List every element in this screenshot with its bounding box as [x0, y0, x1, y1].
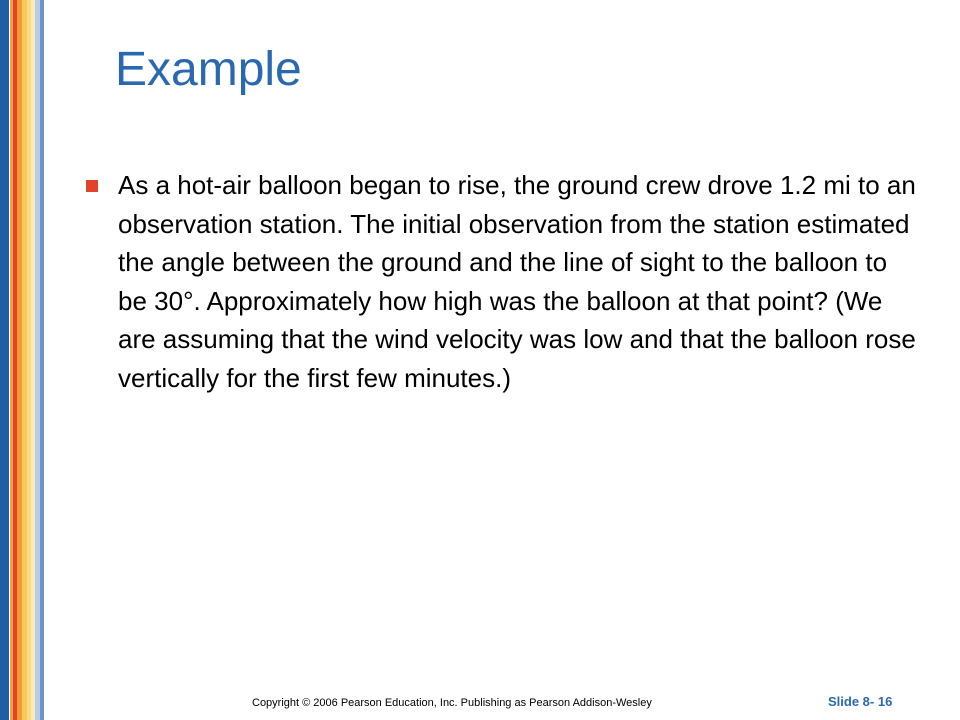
slide-number: Slide 8- 16 — [828, 694, 893, 709]
footer-copyright: Copyright © 2006 Pearson Education, Inc. Publishing as Pearson Addison-Wesley — [252, 697, 652, 709]
slide-title: Example — [115, 43, 302, 96]
decorative-side-stripes — [0, 0, 44, 720]
bullet-item — [82, 166, 922, 397]
slide-content — [82, 166, 922, 397]
square-bullet-icon — [86, 180, 98, 192]
bullet-text: As a hot-air balloon began to rise, the ground crew drove 1.2 mi to an observation station. The initial observation from the station estimated the angle between the ground and the line of sight to the balloon to be 30°. Approximately how high was the balloon at that point? (We are assuming that the wind velocity was low and that the balloon rose vertically for the first few minutes.) — [118, 170, 916, 393]
